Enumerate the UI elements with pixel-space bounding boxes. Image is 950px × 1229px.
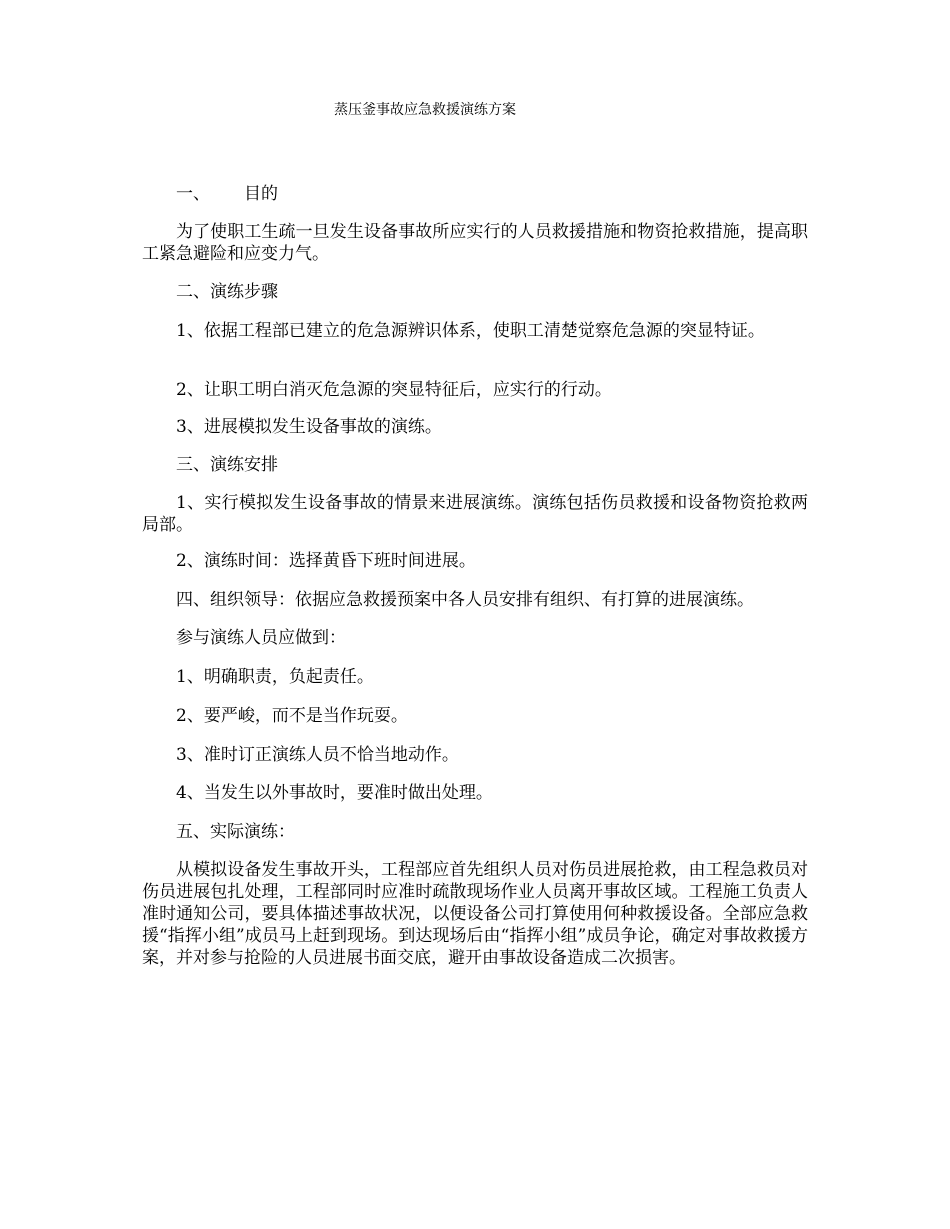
section-heading-purpose (142, 183, 808, 205)
section-heading-arrangement: 三、演练安排 (176, 455, 278, 475)
section-heading-text: 目的 (244, 184, 278, 204)
section-heading-drill: 五、实际演练： (176, 822, 295, 842)
paragraph-requirement-1: 1、明确职责，负起责任。 (176, 667, 374, 687)
section-number: 一、 (176, 184, 210, 204)
paragraph-purpose-body: 为了使职工生疏一旦发生设备事故所应实行的人员救援措施和物资抢救措施，提高职工紧急避险和应变力气。 (142, 222, 808, 264)
paragraph-step-2: 2、让职工明白消灭危急源的突显特征后，应实行的行动。 (176, 380, 612, 400)
document-title: 蒸压釜事故应急救援演练方案 (334, 102, 516, 118)
paragraph-arrangement-1: 1、实行模拟发生设备事故的情景来进展演练。演练包括伤员救援和设备物资抢救两局部。 (142, 493, 808, 535)
paragraph-participants-intro: 参与演练人员应做到： (176, 628, 346, 648)
paragraph-drill-body: 从模拟设备发生事故开头，工程部应首先组织人员对伤员进展抢救，由工程急救员对伤员进展包扎处理，工程部同时应准时疏散现场作业人员离开事故区域。工程施工负责人准时通知公司，要具体描述事故状况，以便设备公司打算使用何种救援设备。全部应急救援“指挥小组”成员马上赶到现场。到达现场后由“指挥小组”成员争论，确定对事故救援方案，并对参与抢险的人员进展书面交底，避开由事故设备造成二次损害。 (142, 860, 808, 968)
paragraph-step-1: 1、依据工程部已建立的危急源辨识体系，使职工清楚觉察危急源的突显特证。 (176, 321, 765, 341)
section-heading-steps: 二、演练步骤 (176, 282, 278, 302)
paragraph-requirement-2: 2、要严峻，而不是当作玩耍。 (176, 706, 408, 726)
section-heading-leadership: 四、组织领导：依据应急救援预案中各人员安排有组织、有打算的进展演练。 (176, 590, 754, 610)
paragraph-step-3: 3、进展模拟发生设备事故的演练。 (176, 417, 442, 437)
paragraph-requirement-3: 3、准时订正演练人员不恰当地动作。 (176, 745, 459, 765)
paragraph-arrangement-2: 2、演练时间：选择黄昏下班时间进展。 (176, 551, 476, 571)
paragraph-requirement-4: 4、当发生以外事故时，要准时做出处理。 (176, 783, 493, 803)
